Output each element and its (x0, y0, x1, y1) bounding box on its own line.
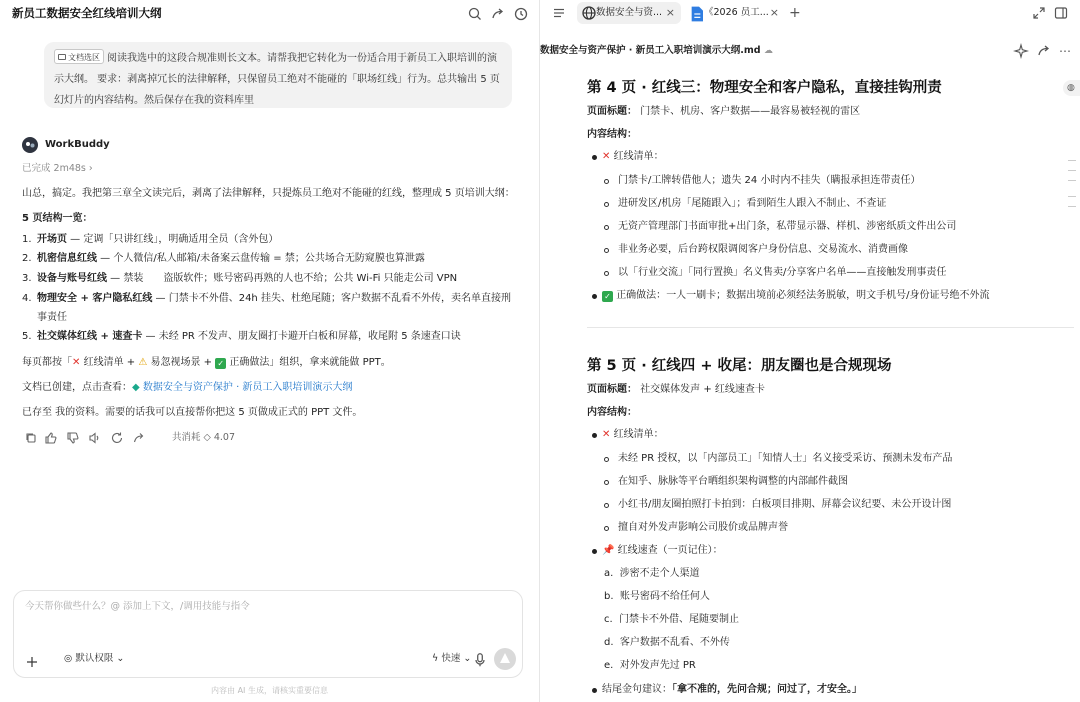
thumbs-up-icon[interactable] (44, 431, 58, 445)
agent-intro: 山总，搞定。我把第三章全文读完后，剥离了法律解释，只提炼员工绝对不能碰的红线，整理成 5 页培训大纲： (22, 188, 515, 199)
permission-select[interactable]: ◎ 默认权限 ⌄ (64, 653, 125, 664)
list-item: 在知乎、脉脉等平台晒组织架构调整的内部邮件截图 (618, 476, 848, 487)
overview-item: 4. 物理安全 + 客户隐私红线 — 门禁卡不外借、24h 挂失、杜绝尾随；客户数据不乱看不外传，卖名单直接刑事责任 (22, 293, 511, 323)
chevron-down-icon: ⌄ (116, 653, 125, 664)
overview-item: 5. 社交媒体红线 + 速查卡 — 未经 PR 不发声、朋友圈打卡避开白板和屏幕，收尾附 5 条速查口诀 (22, 331, 461, 342)
message-actions (24, 431, 324, 447)
microphone-icon[interactable] (472, 652, 484, 666)
search-icon[interactable] (467, 6, 483, 22)
page5-red-label: ✕ 红线清单： (602, 429, 664, 440)
selection-tag-icon (58, 54, 66, 60)
chevron-down-icon: ⌄ (463, 653, 472, 664)
structure-note: 每页都按「✕ 红线清单 + ⚠ 易忽视场景 + ✓ 正确做法」组织，拿来就能做 PPT。 (22, 357, 391, 368)
document-panel (540, 0, 1080, 702)
list-item: 以「行业交流」「同行置换」名义售卖/分享客户名单——直接触发刑事责任 (618, 267, 947, 278)
chat-input-placeholder: 今天帮你做些什么？@ 添加上下文，/调用技能与指令 (25, 601, 250, 612)
bullet (592, 688, 597, 693)
tab-employee-handbook[interactable]: 《2026 员工... × (685, 2, 785, 24)
minimap-line (1068, 196, 1076, 197)
regenerate-icon[interactable] (110, 431, 124, 445)
expand-icon[interactable] (1031, 5, 1047, 21)
tab-document-outline[interactable]: 数据安全与资... × (577, 2, 681, 24)
minimap-line (1068, 170, 1076, 171)
split-view-icon[interactable] (1053, 5, 1069, 21)
sub-bullet (604, 503, 609, 508)
menu-icon[interactable] (551, 5, 567, 21)
page5-heading: 第 5 页 · 红线四 + 收尾：朋友圈也是合规现场 (587, 358, 892, 374)
share-icon[interactable] (490, 6, 506, 22)
minimap-line (1068, 180, 1076, 181)
sub-bullet (604, 480, 609, 485)
list-item: 门禁卡/工牌转借他人；遗失 24 小时内不挂失（瞒报承担连带责任） (618, 175, 921, 186)
chat-panel (0, 0, 539, 702)
page5-structure-label: 内容结构： (587, 407, 637, 418)
document-icon (689, 6, 699, 18)
doc-created-note: 文档已创建，点击查看：◆ 数据安全与资产保护 · 新员工入职培训演示大纲 (22, 382, 353, 393)
minimap-line (1068, 160, 1076, 161)
list-item: 进研发区/机房「尾随跟入」；看到陌生人跟入不制止、不查证 (618, 198, 887, 209)
user-message-text: 阅读我选中的这段合规准则长文本。请帮我把它转化为一份适合用于新员工入职培训的演示大纲。 要求：剥离掉冗长的法律解释，只保留员工绝对不能碰的「职场红线」行为。总共输出 5 页幻灯片的内容结构。然后保存在我的资料库里 (54, 53, 500, 106)
list-item: 非业务必要，后台跨权限调阅客户身份信息、交易流水、消费画像 (618, 244, 908, 255)
share-icon[interactable] (132, 431, 146, 445)
cloud-sync-icon: ☁ (763, 46, 773, 56)
list-item: b. 账号密码不给任何人 (604, 591, 710, 602)
list-item: e. 对外发声先过 PR (604, 660, 696, 671)
list-item: 擅自对外发声影响公司股价或品牌声誉 (618, 522, 788, 533)
page4-heading: 第 4 页 · 红线三：物理安全和客户隐私，直接挂钩刑责 (587, 80, 942, 96)
red-x-icon: ✕ (602, 151, 611, 162)
sub-bullet (604, 271, 609, 276)
bullet (592, 433, 597, 438)
token-consumption: 共消耗 ◇ 4.07 (172, 432, 235, 443)
sub-bullet (604, 526, 609, 531)
history-icon[interactable] (513, 6, 529, 22)
sub-bullet (604, 457, 609, 462)
sub-bullet (604, 225, 609, 230)
page5-title: 页面标题： 社交媒体发声 + 红线速查卡 (587, 384, 765, 395)
sub-bullet (604, 179, 609, 184)
bullet (592, 549, 597, 554)
send-button[interactable] (494, 648, 516, 670)
chevron-right-icon: › (88, 163, 93, 174)
warning-icon: ⚠ (138, 357, 148, 368)
list-item: c. 门禁卡不外借、尾随要制止 (604, 614, 740, 625)
red-x-icon: ✕ (72, 357, 81, 368)
agent-status[interactable]: 已完成 2m48s › (22, 163, 93, 174)
close-icon[interactable]: × (769, 6, 779, 19)
saved-note: 已存至 我的资料。需要的话我可以直接帮你把这 5 页做成正式的 PPT 文件。 (22, 407, 363, 418)
overview-item: 2. 机密信息红线 — 个人微信/私人邮箱/未备案云盘传输 = 禁；公共场合无防窥膜也算泄露 (22, 253, 425, 264)
overview-title: 5 页结构一览： (22, 213, 93, 224)
speaker-icon[interactable] (88, 431, 102, 445)
list-item: 未经 PR 授权，以「内部员工」「知情人士」名义接受采访、预测未发布产品 (618, 453, 953, 464)
new-tab-button[interactable]: + (789, 5, 801, 21)
bullet (592, 155, 597, 160)
ai-disclaimer: 内容由 AI 生成，请核实重要信息 (211, 686, 328, 695)
outline-toggle-icon[interactable]: ◍ (1063, 80, 1080, 96)
user-message-bubble (44, 42, 512, 108)
chat-title: 新员工数据安全红线培训大纲 (12, 6, 162, 20)
check-icon: ✓ (215, 358, 226, 369)
sparkle-icon[interactable] (1013, 43, 1029, 59)
page4-title: 页面标题： 门禁卡、机房、客户数据——最容易被轻视的雷区 (587, 106, 861, 117)
overview-item: 3. 设备与账号红线 — 禁装 盗版软件；账号密码再熟的人也不给；公共 Wi-Fi 只能走公司 VPN (22, 273, 458, 284)
minimap-line (1068, 206, 1076, 207)
doc-link-icon: ◆ (132, 382, 140, 393)
page4-correct-practice: ✓ 正确做法：一人一刷卡；数据出境前必须经法务脱敏，明文手机号/身份证号绝不外流 (602, 288, 990, 304)
pushpin-icon: 📌 (602, 545, 615, 556)
share-icon[interactable] (1036, 43, 1052, 59)
sub-bullet (604, 202, 609, 207)
thumbs-down-icon[interactable] (66, 431, 80, 445)
check-icon: ✓ (602, 291, 613, 302)
page5-closing: 结尾金句建议：「拿不准的，先问合规；问过了，才安全。」 (602, 684, 862, 695)
page5-quick-label: 📌 红线速查（一页记住）： (602, 545, 723, 556)
bullet (592, 294, 597, 299)
list-item: 小红书/朋友圈拍照打卡拍到：白板项目排期、屏幕会议纪要、未公开设计图 (618, 499, 952, 510)
selection-tag[interactable]: 文档选区 (54, 49, 104, 64)
agent-name: WorkBuddy (45, 139, 110, 150)
permission-icon: ◎ (64, 653, 73, 664)
mode-select[interactable]: ϟ 快速 ⌄ (432, 653, 472, 664)
overview-item: 1. 开场页 — 定调「只讲红线」，明确适用全员（含外包） (22, 234, 279, 245)
list-item: 无资产管理部门书面审批+出门条，私带显示器、样机、涉密纸质文件出公司 (618, 221, 957, 232)
list-item: a. 涉密不走个人渠道 (604, 568, 700, 579)
page4-structure-label: 内容结构： (587, 129, 637, 140)
plus-icon[interactable] (26, 653, 38, 665)
close-icon[interactable]: × (665, 6, 675, 19)
sub-bullet (604, 248, 609, 253)
copy-icon[interactable] (24, 431, 38, 445)
red-x-icon: ✕ (602, 429, 611, 440)
doc-link[interactable]: 数据安全与资产保护 · 新员工入职培训演示大纲 (142, 382, 353, 393)
agent-avatar (22, 137, 38, 153)
more-icon[interactable]: ⋯ (1059, 44, 1071, 58)
chat-input[interactable] (13, 590, 523, 678)
page4-red-label: ✕ 红线清单： (602, 151, 664, 162)
section-divider (587, 327, 1074, 328)
globe-icon (581, 5, 593, 17)
document-title: 数据安全与资产保护 · 新员工入职培训演示大纲.md ☁ (540, 45, 773, 56)
list-item: d. 客户数据不乱看、不外传 (604, 637, 730, 648)
lightning-icon: ϟ (432, 653, 439, 664)
